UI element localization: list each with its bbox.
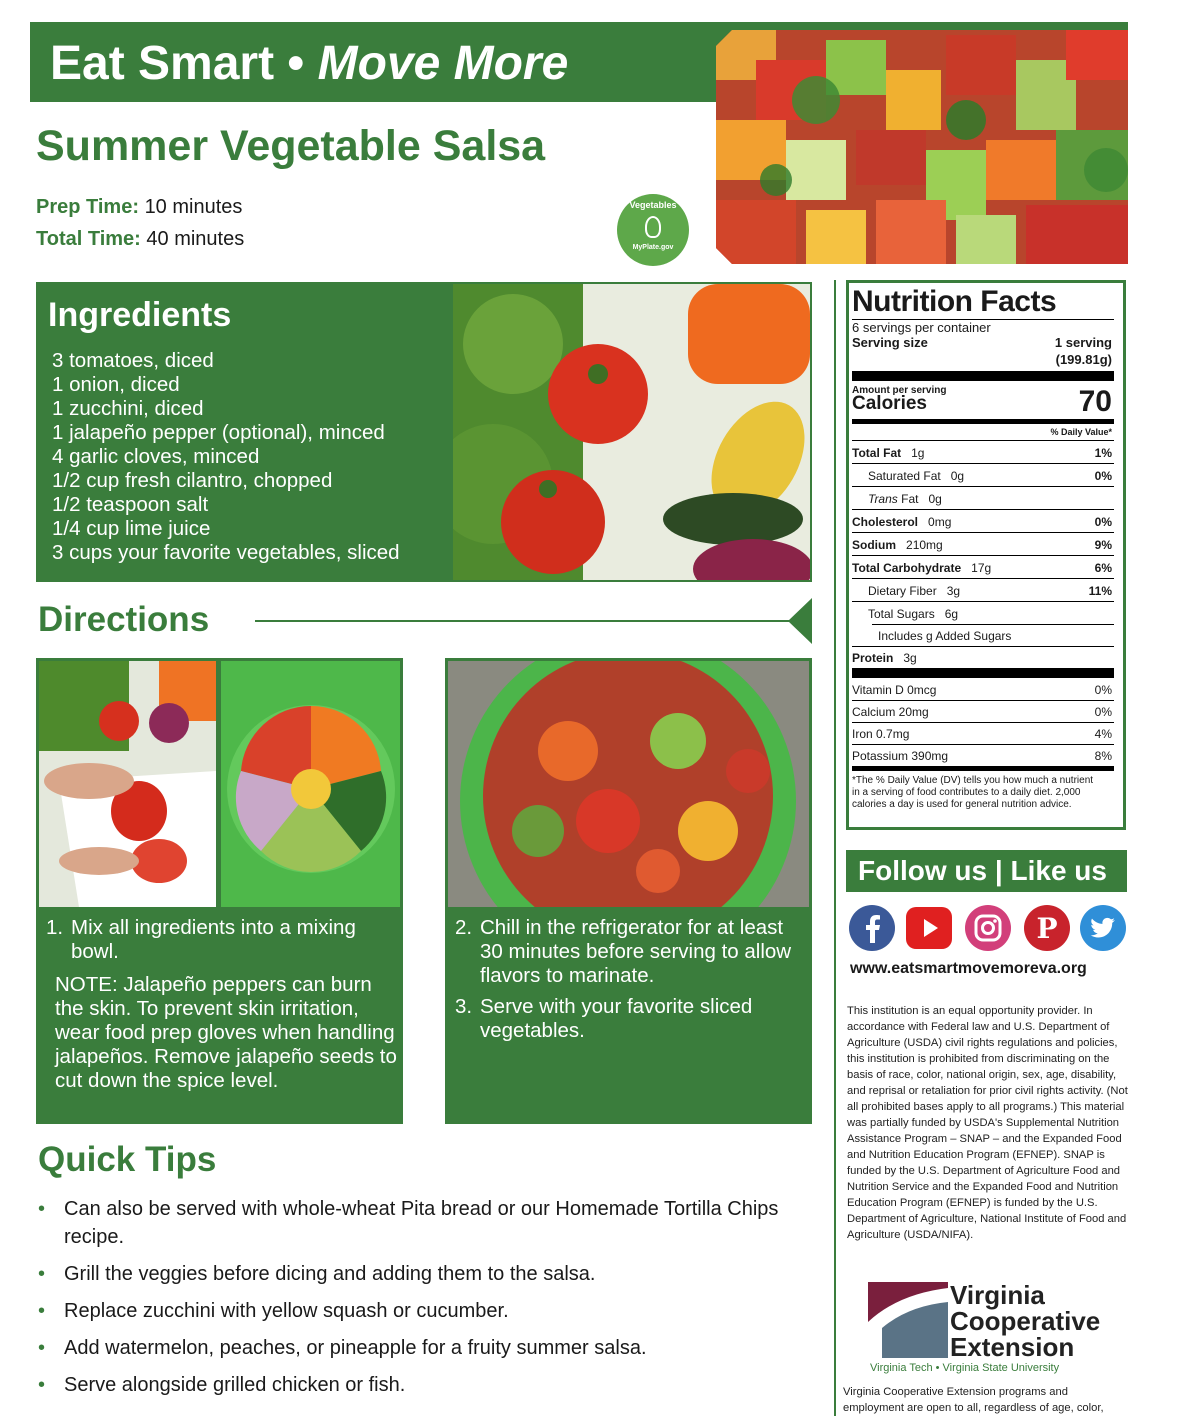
list-item: 3 tomatoes, diced xyxy=(52,349,214,372)
rule xyxy=(852,486,1114,487)
list-item xyxy=(38,1297,818,1325)
nutrient-label: Vitamin D 0mcg xyxy=(852,683,937,697)
list-item: 1/2 cup fresh cilantro, chopped xyxy=(52,469,333,492)
nutrient-dv: 6% xyxy=(1094,561,1112,575)
bullet-icon: • xyxy=(38,1374,46,1396)
medium-rule xyxy=(852,419,1114,424)
pinterest-icon[interactable] xyxy=(1024,905,1070,951)
brand-italic: Move More xyxy=(317,37,569,90)
tip-text: Serve alongside grilled chicken or fish. xyxy=(64,1374,406,1396)
nutrient-label: Dietary Fiber xyxy=(868,584,937,598)
directions-divider xyxy=(255,620,800,622)
nutrient-amount: 6g xyxy=(944,607,959,621)
directions-heading: Directions xyxy=(38,600,210,639)
nutrition-title: Nutrition Facts xyxy=(852,285,1057,318)
vce-line-1: Virginia xyxy=(950,1280,1045,1310)
step-number: 1. xyxy=(46,916,64,939)
nutrient-dv: 0% xyxy=(1094,469,1112,483)
list-item: 3 cups your favorite vegetables, sliced xyxy=(52,541,400,564)
amount-per-serving: Amount per serving xyxy=(852,385,947,396)
trans-fat-row xyxy=(852,492,1114,506)
bullet-icon: • xyxy=(38,1198,46,1220)
bullet-icon: • xyxy=(38,1337,46,1359)
calories-label: Calories xyxy=(852,393,927,414)
nutrient-amount: 210mg xyxy=(906,538,943,552)
rule xyxy=(852,509,1114,510)
follow-us-banner xyxy=(846,850,1127,892)
cholesterol-row xyxy=(852,515,1114,529)
ingredients-heading: Ingredients xyxy=(48,296,232,334)
bowl-chopped-veggies-photo xyxy=(221,661,400,907)
list-item xyxy=(38,1371,818,1399)
rule xyxy=(852,700,1114,701)
rule xyxy=(852,601,1114,602)
nutrient-amount: 17g xyxy=(971,561,992,575)
serving-size-value: 1 serving xyxy=(1054,335,1112,350)
nutrient-label: Total Fat xyxy=(852,446,902,460)
tip-text: Replace zucchini with yellow squash or cucumber. xyxy=(64,1300,509,1322)
nutrient-label: Saturated Fat xyxy=(868,469,941,483)
nutrient-label: Total Carbohydrate xyxy=(852,561,962,575)
cutting-tomato-photo xyxy=(39,661,216,907)
bullet-icon: • xyxy=(38,1300,46,1322)
potassium-row xyxy=(852,749,1114,763)
vce-footer-text: Virginia Cooperative Extension programs and employment are open to all, regardless of age, color, xyxy=(843,1386,1104,1414)
dv-header: % Daily Value* xyxy=(1050,427,1112,437)
vce-line-2: Cooperative xyxy=(950,1306,1101,1336)
vce-line-3: Extension xyxy=(950,1332,1075,1362)
step2-panel xyxy=(445,908,812,1124)
nutrient-amount: 1g xyxy=(911,446,925,460)
step-text: Chill in the refrigerator for at least 30 minutes before serving to allow flavors to marinate. xyxy=(480,916,792,987)
serving-size-grams: (199.81g) xyxy=(1055,352,1112,367)
website-link[interactable]: www.eatsmartmovemoreva.org xyxy=(850,960,1087,977)
sugars-row xyxy=(852,607,1114,621)
prep-time-label: Prep Time: xyxy=(36,196,139,218)
fiber-row xyxy=(852,584,1114,598)
myplate-label: Vegetables xyxy=(629,200,677,210)
svg-text:P: P xyxy=(1036,912,1058,945)
brand-plain: Eat Smart • xyxy=(50,37,305,90)
nutrient-dv: 1% xyxy=(1094,446,1112,460)
facebook-icon[interactable] xyxy=(849,905,895,951)
follow-us-heading: Follow us | Like us xyxy=(858,855,1107,886)
nutrient-dv: 0% xyxy=(1094,515,1112,529)
rule xyxy=(852,722,1114,723)
prep-time xyxy=(36,196,242,219)
total-time-label: Total Time: xyxy=(36,228,141,250)
step-text: Mix all ingredients into a mixing bowl. xyxy=(71,916,356,963)
list-item: 1/4 cup lime juice xyxy=(52,517,211,540)
brand-title xyxy=(50,36,568,91)
list-item xyxy=(38,1334,818,1362)
bullet-icon: • xyxy=(38,1263,46,1285)
saturated-fat-row xyxy=(852,469,1114,483)
prep-time-value: 10 minutes xyxy=(144,196,243,218)
medium-rule xyxy=(852,766,1114,771)
hero-salsa-photo xyxy=(716,30,1128,264)
recipe-title: Summer Vegetable Salsa xyxy=(36,122,546,170)
dv-footnote: *The % Daily Value (DV) tells you how much a nutrient in a serving of food contributes to a daily diet. 2,000 calories a day is used for general nutrition advice. xyxy=(852,775,1094,810)
vegetable-icon xyxy=(645,216,661,238)
nutrient-dv: 11% xyxy=(1088,584,1112,598)
vce-wordmark xyxy=(950,1282,1100,1360)
vce-universities: Virginia Tech • Virginia State University xyxy=(870,1362,1060,1374)
added-sugars-row: Includes g Added Sugars xyxy=(878,629,1012,643)
list-item: 1 onion, diced xyxy=(52,373,180,396)
ingredients-photo xyxy=(453,284,810,580)
sodium-row xyxy=(852,538,1114,552)
nutrient-dv: 4% xyxy=(1094,727,1112,741)
list-item: 1 zucchini, diced xyxy=(52,397,204,420)
rule xyxy=(852,744,1114,745)
rule xyxy=(852,646,1114,647)
nondiscrimination-statement: This institution is an equal opportunity provider. In accordance with Federal law and U.S. Department of Agriculture (USDA) civil rights regulations and policies, this institution is prohibited from discriminating on the basis of race, color, national origin, sex, age, disability, and reprisal or retaliation for prior civil rights activity. (Not all prohibited bases apply to all programs.) This material was partially funded by USDA's Supplemental Nutrition Assistance Program – SNAP – and the Expanded Food and Nutrition Education Program (EFNEP). SNAP is funded by the U.S. Department of Agriculture Food and Nutrition Service and the Expanded Food and Nutrition Education Program (EFNEP) is funded by the U.S. Department of Agriculture, National Institute of Food and Agriculture (USDA/NIFA). xyxy=(847,1005,1128,1241)
list-item xyxy=(38,1260,818,1288)
jalapeno-note: NOTE: Jalapeño peppers can burn the skin. To prevent skin irritation, wear food prep gloves when handling jalapeños. Remove jalapeño seeds to cut down the spice level. xyxy=(55,973,397,1092)
total-time xyxy=(36,228,244,251)
nutrient-label: Calcium 20mg xyxy=(852,705,929,719)
quick-tips-heading: Quick Tips xyxy=(38,1140,217,1179)
rule xyxy=(872,624,1114,625)
column-divider xyxy=(834,280,836,1416)
nutrient-label: Potassium 390mg xyxy=(852,749,949,763)
serving-size xyxy=(852,335,1114,350)
quick-tips-list xyxy=(38,1195,818,1408)
step-number: 3. xyxy=(455,995,473,1018)
mixed-salsa-bowl-photo xyxy=(448,661,809,907)
nutrient-label: Sodium xyxy=(852,538,896,552)
twitter-icon[interactable] xyxy=(1080,905,1126,951)
protein-row xyxy=(852,651,1114,665)
tip-text: Grill the veggies before dicing and adding them to the salsa. xyxy=(64,1263,596,1285)
servings-per-container: 6 servings per container xyxy=(852,320,991,335)
nutrient-amount: 0mg xyxy=(928,515,952,529)
nutrient-dv: 0% xyxy=(1094,683,1112,697)
nutrient-label: Total Sugars xyxy=(868,607,935,621)
rule xyxy=(852,532,1114,533)
rule xyxy=(852,463,1114,464)
thick-rule xyxy=(852,668,1114,678)
list-item: 1/2 teaspoon salt xyxy=(52,493,209,516)
thick-rule xyxy=(852,371,1114,381)
tip-text: Can also be served with whole-wheat Pita bread or our Homemade Tortilla Chips recipe. xyxy=(64,1198,779,1248)
myplate-site: MyPlate.gov xyxy=(632,244,674,251)
list-item xyxy=(38,1195,818,1251)
nutrient-dv: 8% xyxy=(1094,749,1112,763)
myplate-vegetables-badge xyxy=(617,194,689,266)
total-fat-row xyxy=(852,446,1114,460)
vitamin-d-row xyxy=(852,683,1114,697)
rule xyxy=(852,578,1114,579)
step-text: Serve with your favorite sliced vegetables. xyxy=(480,995,753,1042)
list-item: 1 jalapeño pepper (optional), minced xyxy=(52,421,385,444)
step1-panel xyxy=(36,908,403,1124)
rule xyxy=(852,440,1114,441)
nutrient-amount: 0g xyxy=(928,492,942,506)
rule xyxy=(852,555,1114,556)
instagram-icon[interactable] xyxy=(965,905,1011,951)
nutrient-label-italic: Trans xyxy=(868,492,898,506)
list-item: 4 garlic cloves, minced xyxy=(52,445,260,468)
nutrient-label: Fat xyxy=(901,492,919,506)
nutrient-amount: 3g xyxy=(946,584,961,598)
calories-value: 70 xyxy=(1078,385,1112,418)
iron-row xyxy=(852,727,1114,741)
youtube-icon[interactable] xyxy=(906,907,952,949)
nutrition-facts-label xyxy=(852,285,1116,827)
nutrient-amount: 3g xyxy=(903,651,917,665)
serving-size-label: Serving size xyxy=(852,335,928,350)
total-carb-row xyxy=(852,561,1114,575)
nutrient-label: Iron 0.7mg xyxy=(852,727,910,741)
nutrient-dv: 0% xyxy=(1094,705,1112,719)
nutrient-label: Cholesterol xyxy=(852,515,919,529)
nutrient-dv: 9% xyxy=(1094,538,1112,552)
ingredients-list xyxy=(52,349,400,565)
tip-text: Add watermelon, peaches, or pineapple for a fruity summer salsa. xyxy=(64,1337,647,1359)
nutrient-label: Protein xyxy=(852,651,894,665)
total-time-value: 40 minutes xyxy=(146,228,245,250)
calcium-row xyxy=(852,705,1114,719)
arrow-left-icon xyxy=(788,598,812,644)
step-number: 2. xyxy=(455,916,473,939)
vce-logo-icon xyxy=(868,1282,948,1358)
nutrient-amount: 0g xyxy=(950,469,965,483)
